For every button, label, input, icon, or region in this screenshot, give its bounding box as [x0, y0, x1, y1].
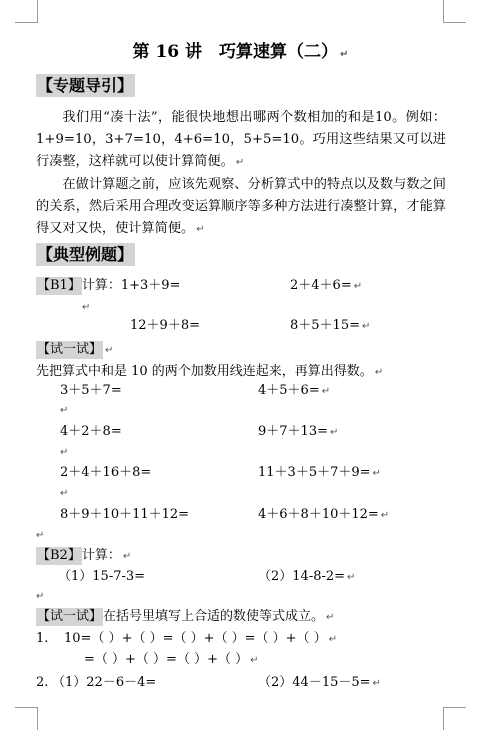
try1-instruction: 先把算式中和是 10 的两个加数用线连起来，再算出得数。 ↵	[36, 364, 384, 379]
b1-problem-2: 2＋4＋6= ↵	[290, 278, 363, 293]
try2-question-2-a: （1）22－6－4=	[52, 675, 157, 690]
try2-question-1-line-1: 10=（ ）+（ ）=（ ）+（ ）=（ ）+（ ） ↵	[64, 631, 338, 646]
try2-question-1-line-2: =（ ）+（ ）=（ ）+（ ） ↵	[84, 652, 259, 667]
empty-line-mark: ↵	[60, 405, 69, 416]
b1-row-1	[36, 276, 180, 296]
try1-problem-3: 4＋2＋8=	[60, 424, 122, 439]
empty-line-mark: ↵	[82, 302, 91, 313]
crop-mark-top-right	[443, 0, 466, 23]
crop-mark-top-left	[15, 0, 38, 23]
try2-question-2-number: 2.	[36, 675, 49, 690]
section-heading-examples: 【典型例题】	[37, 245, 134, 264]
try2-heading: 【试一试】在括号里填写上合适的数使等式成立。 ↵	[37, 609, 335, 624]
try1-problem-8: 4＋6＋8＋10＋12= ↵	[258, 507, 390, 522]
try1-problem-4: 9＋7＋13= ↵	[258, 424, 339, 439]
b2-problem-2: （2）14-8-2= ↵	[258, 569, 356, 584]
empty-line-mark: ↵	[60, 488, 69, 499]
crop-mark-bottom-left	[15, 707, 38, 730]
b2-tag: 【B2】	[37, 548, 81, 563]
try2-instruction: 在括号里填写上合适的数使等式成立。	[103, 609, 325, 624]
b2-problem-1: （1）15-7-3=	[58, 569, 146, 584]
try1-problem-5: 2＋4＋16＋8=	[60, 465, 152, 480]
crop-mark-bottom-right	[443, 707, 466, 730]
try1-problem-2: 4＋5＋6= ↵	[258, 383, 331, 398]
guide-paragraph-1: 我们用“凑十法”，能很快地想出哪两个数相加的和是10。例如：1+9=10，3+7=10，4+6=10，5+5=10。巧用这些结果又可以进行凑整，这样就可以使计算简便。 ↵	[36, 110, 446, 169]
b1-problem-1: 1+3＋9=	[120, 278, 181, 293]
empty-line-mark: ↵	[36, 530, 45, 541]
try2-question-1-number: 1.	[36, 631, 49, 646]
try2-question-2-b: （2）44－15－5= ↵	[258, 675, 381, 690]
section-heading-guide: 【专题导引】	[37, 76, 134, 95]
b1-problem-4: 8＋5＋15= ↵	[290, 318, 371, 333]
b1-tag: 【B1】	[37, 278, 81, 293]
b1-label: 计算：	[81, 278, 121, 293]
empty-line-mark: ↵	[36, 591, 45, 602]
try1-problem-1: 3＋5＋7=	[60, 383, 122, 398]
b1-problem-3: 12＋9＋8=	[130, 318, 200, 333]
b2-heading: 【B2】计算： ↵	[37, 548, 132, 563]
b2-label: 计算：	[81, 548, 121, 563]
try1-problem-7: 8＋9＋10＋11＋12=	[60, 507, 190, 522]
try1-heading: 【试一试】 ↵	[37, 342, 114, 357]
try1-problem-6: 11＋3＋5＋7＋9= ↵	[258, 465, 381, 480]
page-title: 第 16 讲 巧算速算（二） ↵	[132, 42, 349, 62]
guide-paragraph-2: 在做计算题之前，应该先观察、分析算式中的特点以及数与数之间的关系，然后采用合理改变运算顺序等多种方法进行凑整计算，才能算得又对又快，使计算简便。 ↵	[36, 177, 446, 236]
empty-line-mark: ↵	[60, 447, 69, 458]
guide-text	[36, 107, 446, 241]
